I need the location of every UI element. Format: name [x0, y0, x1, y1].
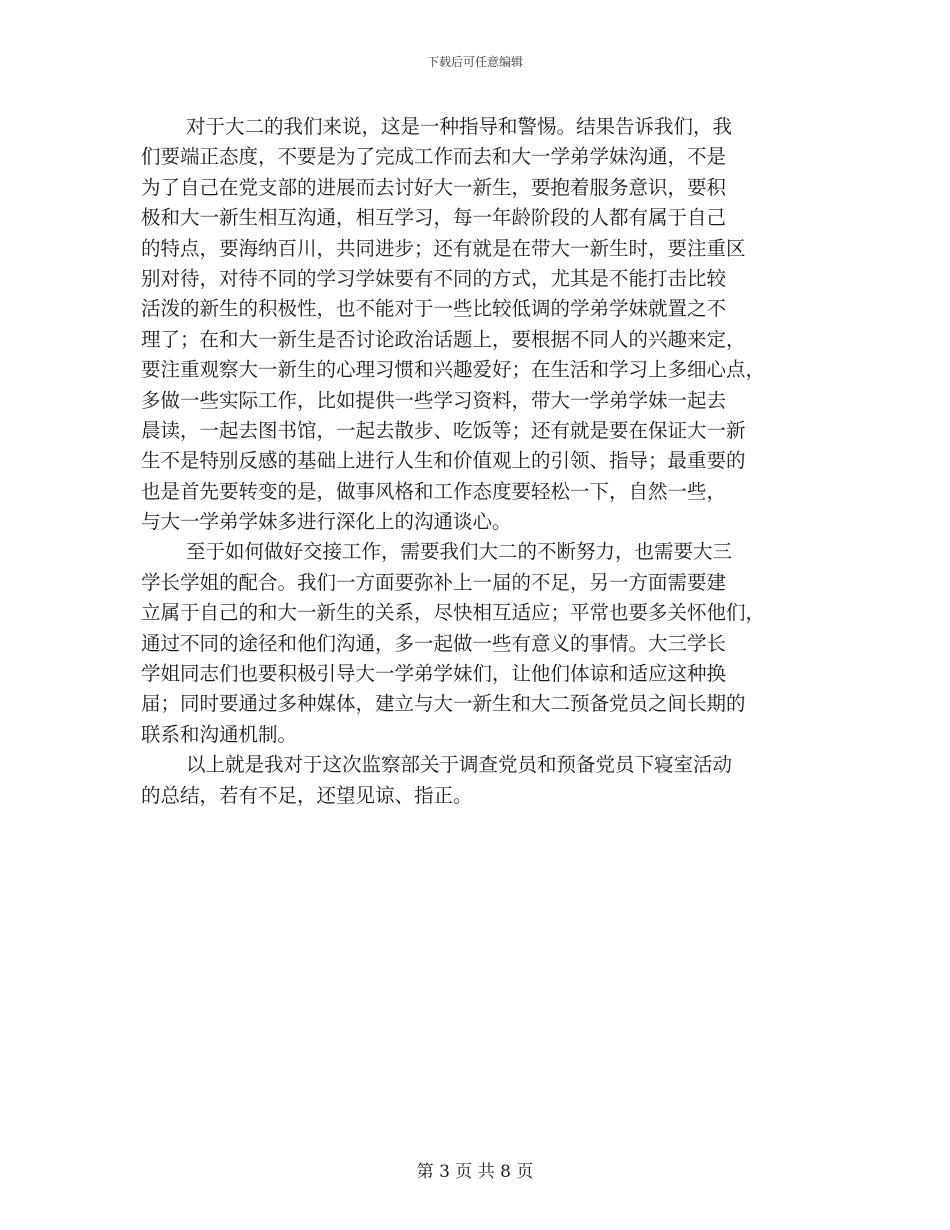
paragraph-line: 也是首先要转变的是，做事风格和工作态度要轻松一下，自然一些，	[141, 479, 727, 503]
paragraph-line: 要注重观察大一新生的心理习惯和兴趣爱好；在生活和学习上多细心点，	[141, 358, 766, 382]
paragraph-line: 的总结，若有不足，还望见谅、指正。	[141, 783, 473, 807]
paragraph-line: 们要端正态度，不要是为了完成工作而去和大一学弟学妹沟通，不是	[141, 145, 727, 169]
document-body	[141, 112, 821, 811]
paragraph-line: 学长学姐的配合。我们一方面要弥补上一届的不足，另一方面需要建	[141, 570, 727, 594]
paragraph-line: 生不是特别反感的基础上进行人生和价值观上的引领、指导；最重要的	[141, 449, 746, 473]
paragraph-line: 以上就是我对于这次监察部关于调查党员和预备党员下寝室活动	[186, 753, 733, 777]
paragraph-line: 别对待，对待不同的学习学妹要有不同的方式，尤其是不能打击比较	[141, 266, 727, 290]
paragraph-line: 的特点，要海纳百川，共同进步；还有就是在带大一新生时，要注重区	[141, 236, 746, 260]
paragraph-line: 通过不同的途径和他们沟通，多一起做一些有意义的事情。大三学长	[141, 631, 727, 655]
paragraph-line: 对于大二的我们来说，这是一种指导和警惕。结果告诉我们，我	[186, 115, 733, 138]
page-header: 下载后可任意编辑	[426, 55, 523, 69]
page-number-footer: 第 3 页 共 8 页	[416, 1162, 534, 1182]
paragraph-line: 为了自己在党支部的进展而去讨好大一新生，要抱着服务意识，要积	[141, 175, 727, 199]
paragraph-line: 与大一学弟学妹多进行深化上的沟通谈心。	[141, 510, 512, 534]
paragraph-line: 立属于自己的和大一新生的关系，尽快相互适应；平常也要多关怀他们，	[141, 601, 766, 625]
paragraph-line: 活泼的新生的积极性，也不能对于一些比较低调的学弟学妹就置之不	[141, 297, 727, 321]
paragraph-line: 至于如何做好交接工作，需要我们大二的不断努力，也需要大三	[186, 540, 733, 564]
paragraph-line: 学姐同志们也要积极引导大一学弟学妹们，让他们体谅和适应这种换	[141, 662, 727, 686]
paragraph-line: 多做一些实际工作，比如提供一些学习资料，带大一学弟学妹一起去	[141, 388, 727, 412]
paragraph-line: 理了；在和大一新生是否讨论政治话题上，要根据不同人的兴趣来定，	[141, 327, 746, 351]
paragraph-line: 联系和沟通机制。	[141, 722, 298, 746]
paragraph-line: 晨读，一起去图书馆，一起去散步、吃饭等；还有就是要在保证大一新	[141, 418, 746, 442]
paragraph-line: 极和大一新生相互沟通，相互学习，每一年龄阶段的人都有属于自己	[141, 206, 727, 230]
paragraph-line: 届；同时要通过多种媒体，建立与大一新生和大二预备党员之间长期的	[141, 692, 746, 716]
